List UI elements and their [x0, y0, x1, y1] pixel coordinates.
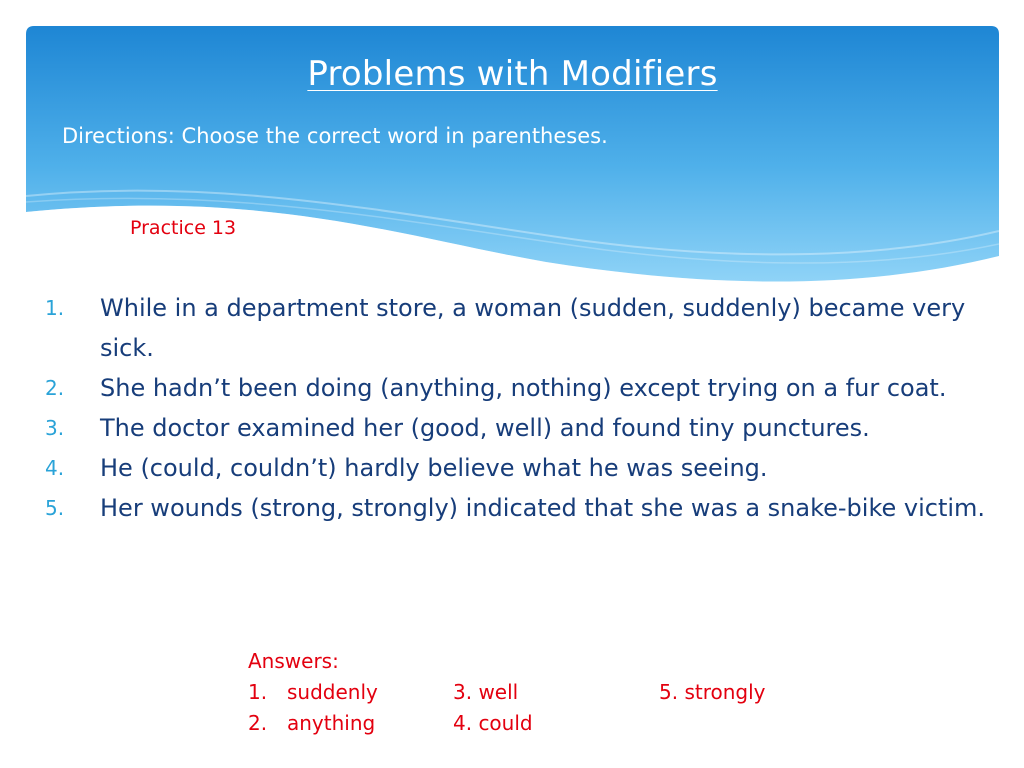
question-number: 3. [45, 416, 65, 440]
answer-2: anything [287, 711, 376, 735]
directions-text: Directions: Choose the correct word in parentheses. [62, 124, 608, 148]
answers-heading: Answers: [248, 649, 339, 673]
question-number: 1. [45, 296, 65, 320]
question-text: He (could, couldn’t) hardly believe what he was seeing. [100, 454, 768, 482]
answer-4: 4. could [453, 711, 533, 735]
answers-row [248, 708, 848, 739]
question-item [45, 288, 995, 368]
question-item [45, 368, 995, 408]
answers-row [248, 677, 848, 708]
question-text: Her wounds (strong, strongly) indicated that she was a snake-bike victim. [100, 494, 986, 522]
question-item [45, 448, 995, 488]
answer-1: suddenly [287, 680, 378, 704]
answer-3: 3. well [453, 680, 519, 704]
question-text: While in a department store, a woman (sudden, suddenly) became very sick. [100, 294, 966, 362]
answer-number: 2. [248, 711, 268, 735]
question-item [45, 488, 995, 528]
question-item [45, 408, 995, 448]
question-number: 4. [45, 456, 65, 480]
answers-block [248, 646, 848, 739]
question-list [45, 288, 995, 528]
question-text: She hadn’t been doing (anything, nothing) except trying on a fur coat. [100, 374, 947, 402]
answer-number: 1. [248, 680, 268, 704]
practice-label: Practice 13 [130, 217, 237, 239]
question-number: 2. [45, 376, 65, 400]
answer-5: 5. strongly [659, 680, 766, 704]
question-number: 5. [45, 496, 65, 520]
question-text: The doctor examined her (good, well) and found tiny punctures. [100, 414, 870, 442]
slide-title: Problems with Modifiers [307, 54, 718, 94]
